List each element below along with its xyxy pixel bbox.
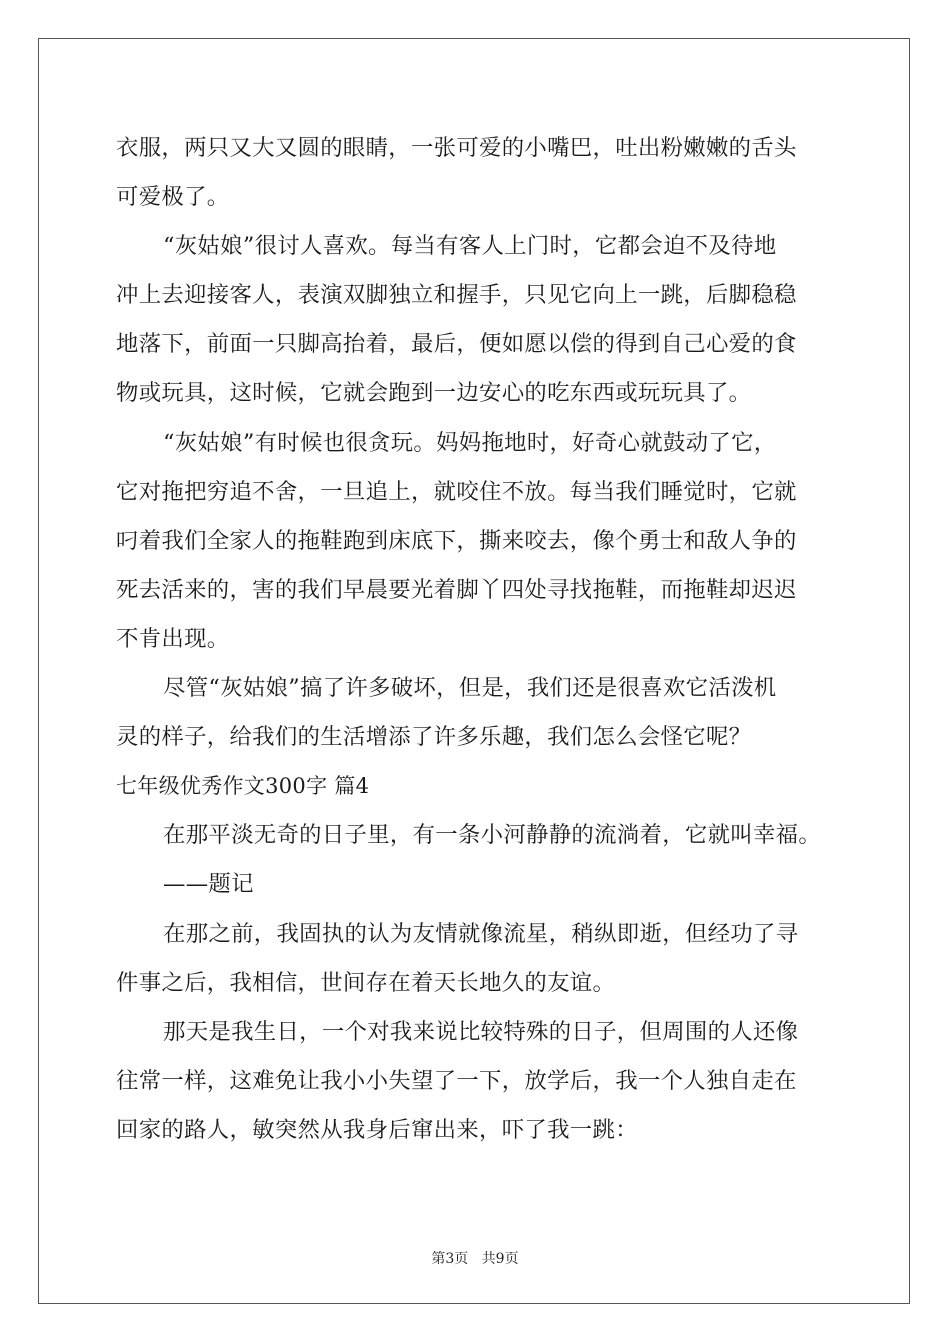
text-line: 死去活来的，害的我们早晨要光着脚丫四处寻找拖鞋，而拖鞋却迟迟 xyxy=(116,576,797,603)
page-footer xyxy=(0,1248,950,1268)
text-line: ——题记 xyxy=(163,871,254,898)
text-line: 不肯出现。 xyxy=(116,625,230,652)
text-line: 在那之前，我固执的认为友情就像流星，稍纵即逝，但经功了寻 xyxy=(163,920,799,947)
text-line: “灰姑娘”很讨人喜欢。每当有客人上门时，它都会迫不及待地 xyxy=(163,233,777,260)
text-line: 回家的路人，敏突然从我身后窜出来，吓了我一跳： xyxy=(116,1116,638,1143)
text-line: 往常一样，这难免让我小小失望了一下，放学后，我一个人独自走在 xyxy=(116,1067,797,1094)
text-line: 物或玩具，这时候，它就会跑到一边安心的吃东西或玩玩具了。 xyxy=(116,380,752,407)
text-line: 件事之后，我相信，世间存在着天长地久的友谊。 xyxy=(116,969,616,996)
text-line: 衣服，两只又大又圆的眼睛，一张可爱的小嘴巴，吐出粉嫩嫩的舌头 xyxy=(116,135,797,161)
text-line: 叼着我们全家人的拖鞋跑到床底下，撕来咬去，像个勇士和敌人争的 xyxy=(116,527,797,554)
total-pages-label: 共9页 xyxy=(481,1251,519,1267)
text-line: 地落下，前面一只脚高抬着，最后，便如愿以偿的得到自己心爱的食 xyxy=(116,331,797,358)
section-heading: 七年级优秀作文300字 篇4 xyxy=(116,774,370,799)
text-line: 那天是我生日，一个对我来说比较特殊的日子，但周围的人还像 xyxy=(163,1018,799,1045)
current-page-label: 第3页 xyxy=(431,1251,469,1267)
text-line: “灰姑娘”有时候也很贪玩。妈妈拖地时，好奇心就鼓动了它， xyxy=(163,429,777,456)
text-line: 它对拖把穷追不舍，一旦追上，就咬住不放。每当我们睡觉时，它就 xyxy=(116,478,797,505)
text-line: 在那平淡无奇的日子里，有一条小河静静的流淌着，它就叫幸福。 xyxy=(163,822,822,849)
document-body xyxy=(116,124,836,1155)
text-line: 可爱极了。 xyxy=(116,184,230,211)
text-line: 尽管“灰姑娘”搞了许多破坏，但是，我们还是很喜欢它活泼机 xyxy=(163,675,777,702)
text-line: 冲上去迎接客人，表演双脚独立和握手，只见它向上一跳，后脚稳稳 xyxy=(116,282,797,309)
text-line: 灵的样子，给我们的生活增添了许多乐趣，我们怎么会怪它呢？ xyxy=(116,724,752,751)
